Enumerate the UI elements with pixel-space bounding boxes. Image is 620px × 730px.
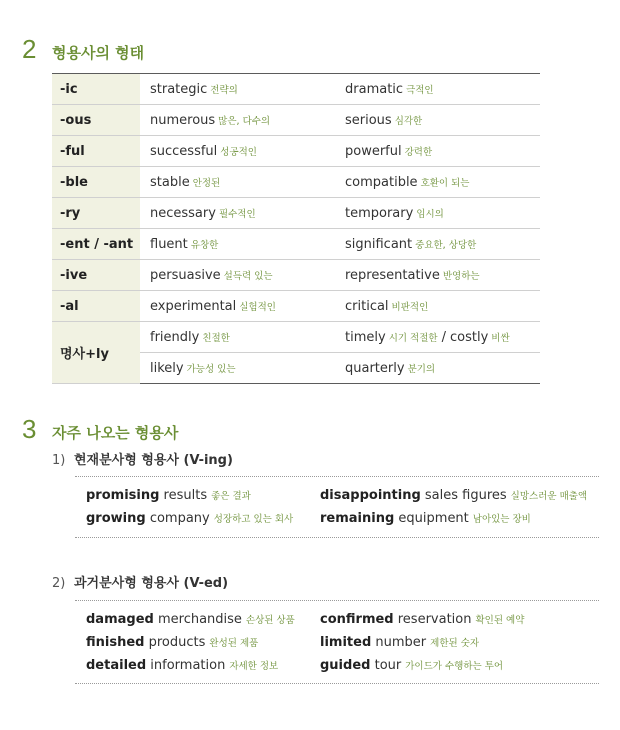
- table-row: [52, 229, 540, 260]
- korean-meaning: 완성된 제품: [209, 638, 259, 649]
- section-3-heading: [22, 414, 178, 445]
- english-word: compatible: [345, 174, 418, 190]
- korean-meaning: 가능성 있는: [186, 363, 236, 375]
- korean-meaning: 호환이 되는: [420, 177, 470, 189]
- korean-meaning: 강력한: [404, 146, 433, 158]
- word-cell: [140, 136, 335, 167]
- english-word: successful: [150, 143, 218, 159]
- english-word: likely: [150, 360, 184, 376]
- phrase-item: [320, 511, 531, 526]
- section-title: 자주 나오는 형용사: [52, 424, 179, 442]
- noun: equipment: [398, 511, 469, 526]
- phrase-item: [86, 635, 258, 650]
- korean-meaning: 전략의: [210, 84, 238, 96]
- phrase-item: [320, 635, 479, 650]
- korean-meaning: 분기의: [407, 363, 436, 375]
- adjective: guided: [320, 658, 371, 673]
- korean-meaning: 확인된 예약: [475, 615, 525, 626]
- table-row: [52, 322, 540, 353]
- table-row: [52, 167, 540, 198]
- separator: /: [441, 329, 446, 345]
- korean-meaning: 제한된 숫자: [430, 638, 480, 649]
- present-participle-box: [75, 476, 599, 538]
- word-cell: [140, 291, 335, 322]
- adjective: confirmed: [320, 612, 394, 627]
- korean-meaning: 극적인: [406, 84, 434, 96]
- word-cell: [335, 260, 540, 291]
- english-word: temporary: [345, 205, 414, 221]
- suffix-cell: -ive: [52, 260, 140, 291]
- korean-meaning: 안정된: [192, 177, 221, 189]
- noun: sales figures: [424, 488, 507, 503]
- korean-meaning: 심각한: [394, 115, 423, 127]
- korean-meaning: 비판적인: [391, 301, 429, 313]
- word-cell: [140, 105, 335, 136]
- section-number: 2: [22, 34, 37, 64]
- adjective: finished: [86, 635, 145, 650]
- word-cell: [140, 322, 335, 353]
- english-word: timely: [345, 329, 386, 345]
- korean-meaning: 필수적인: [218, 208, 256, 220]
- korean-meaning: 손상된 상품: [245, 615, 295, 626]
- adjective: disappointing: [320, 488, 421, 503]
- korean-meaning: 친절한: [202, 332, 230, 344]
- adjective-forms-table: [52, 73, 540, 384]
- noun: information: [150, 658, 226, 673]
- word-cell: [335, 74, 540, 105]
- word-cell: [140, 167, 335, 198]
- word-cell: [335, 291, 540, 322]
- section-number: 3: [22, 414, 37, 444]
- subsection-1-heading: [52, 449, 233, 468]
- korean-meaning: 많은, 다수의: [218, 115, 271, 127]
- korean-meaning: 설득력 있는: [223, 270, 273, 282]
- word-cell: [335, 229, 540, 260]
- past-participle-box: [75, 600, 599, 684]
- noun: products: [148, 635, 206, 650]
- word-cell: [335, 353, 540, 384]
- word-cell: [335, 105, 540, 136]
- suffix-cell: -ry: [52, 198, 140, 229]
- phrase-item: [320, 488, 587, 503]
- suffix-cell: -ous: [52, 105, 140, 136]
- subsection-title: 현재분사형 형용사 (V-ing): [74, 453, 233, 468]
- english-word: critical: [345, 298, 389, 314]
- word-cell: [335, 198, 540, 229]
- korean-meaning: 임시의: [416, 208, 444, 220]
- english-word: serious: [345, 112, 392, 128]
- english-word: dramatic: [345, 81, 404, 97]
- suffix-cell: -ful: [52, 136, 140, 167]
- table-row: [52, 136, 540, 167]
- english-word: persuasive: [150, 267, 221, 283]
- english-word: significant: [345, 236, 413, 252]
- word-cell: [335, 136, 540, 167]
- korean-meaning: 실망스러운 매출액: [510, 491, 588, 502]
- suffix-cell: 명사+ly: [52, 322, 140, 384]
- phrase-item: [86, 658, 278, 673]
- word-cell: [140, 74, 335, 105]
- english-word: strategic: [150, 81, 208, 97]
- english-word: experimental: [150, 298, 237, 314]
- table-row: [52, 198, 540, 229]
- korean-meaning: 남아있는 장비: [472, 514, 531, 525]
- word-cell: [140, 229, 335, 260]
- table-row: [52, 74, 540, 105]
- adjective: limited: [320, 635, 372, 650]
- english-word: numerous: [150, 112, 216, 128]
- korean-meaning: 실험적인: [239, 301, 276, 313]
- english-word: friendly: [150, 329, 200, 345]
- section-title: 형용사의 형태: [52, 44, 145, 62]
- korean-meaning: 가이드가 수행하는 투어: [405, 661, 504, 672]
- korean-meaning: 자세한 정보: [229, 661, 279, 672]
- section-2-heading: [22, 34, 144, 65]
- table-row: [52, 105, 540, 136]
- english-word: representative: [345, 267, 440, 283]
- word-cell: [140, 353, 335, 384]
- korean-meaning: 유창한: [190, 239, 219, 251]
- korean-meaning: 좋은 결과: [211, 491, 251, 502]
- noun: merchandise: [157, 612, 242, 627]
- english-word: stable: [150, 174, 190, 190]
- english-word: quarterly: [345, 360, 405, 376]
- suffix-cell: -ic: [52, 74, 140, 105]
- korean-meaning: 성장하고 있는 회사: [213, 514, 294, 525]
- phrase-item: [86, 488, 251, 503]
- phrase-item: [86, 612, 295, 627]
- subsection-number: 2): [52, 576, 66, 591]
- noun: number: [375, 635, 427, 650]
- english-word: powerful: [345, 143, 402, 159]
- word-cell: [335, 167, 540, 198]
- adjective: growing: [86, 511, 146, 526]
- suffix-cell: -ent / -ant: [52, 229, 140, 260]
- subsection-number: 1): [52, 453, 66, 468]
- english-word: necessary: [150, 205, 216, 221]
- korean-meaning: 반영하는: [442, 270, 480, 282]
- suffix-cell: -al: [52, 291, 140, 322]
- word-cell: [335, 322, 540, 353]
- suffix-cell: -ble: [52, 167, 140, 198]
- noun: tour: [374, 658, 402, 673]
- phrase-item: [320, 658, 503, 673]
- noun: results: [163, 488, 208, 503]
- korean-meaning: 비싼: [491, 332, 510, 344]
- adjective: promising: [86, 488, 160, 503]
- word-cell: [140, 198, 335, 229]
- adjective: detailed: [86, 658, 147, 673]
- subsection-2-heading: [52, 572, 228, 591]
- korean-meaning: 성공적인: [220, 146, 257, 158]
- phrase-item: [86, 511, 293, 526]
- word-cell: [140, 260, 335, 291]
- adjective: remaining: [320, 511, 395, 526]
- english-word: costly: [449, 329, 489, 345]
- noun: company: [149, 511, 210, 526]
- english-word: fluent: [150, 236, 188, 252]
- korean-meaning: 중요한, 상당한: [415, 239, 477, 251]
- noun: reservation: [397, 612, 472, 627]
- table-row: [52, 260, 540, 291]
- table-row: [52, 291, 540, 322]
- phrase-item: [320, 612, 524, 627]
- subsection-title: 과거분사형 형용사 (V-ed): [74, 576, 229, 591]
- korean-meaning: 시기 적절한: [388, 332, 438, 344]
- adjective: damaged: [86, 612, 154, 627]
